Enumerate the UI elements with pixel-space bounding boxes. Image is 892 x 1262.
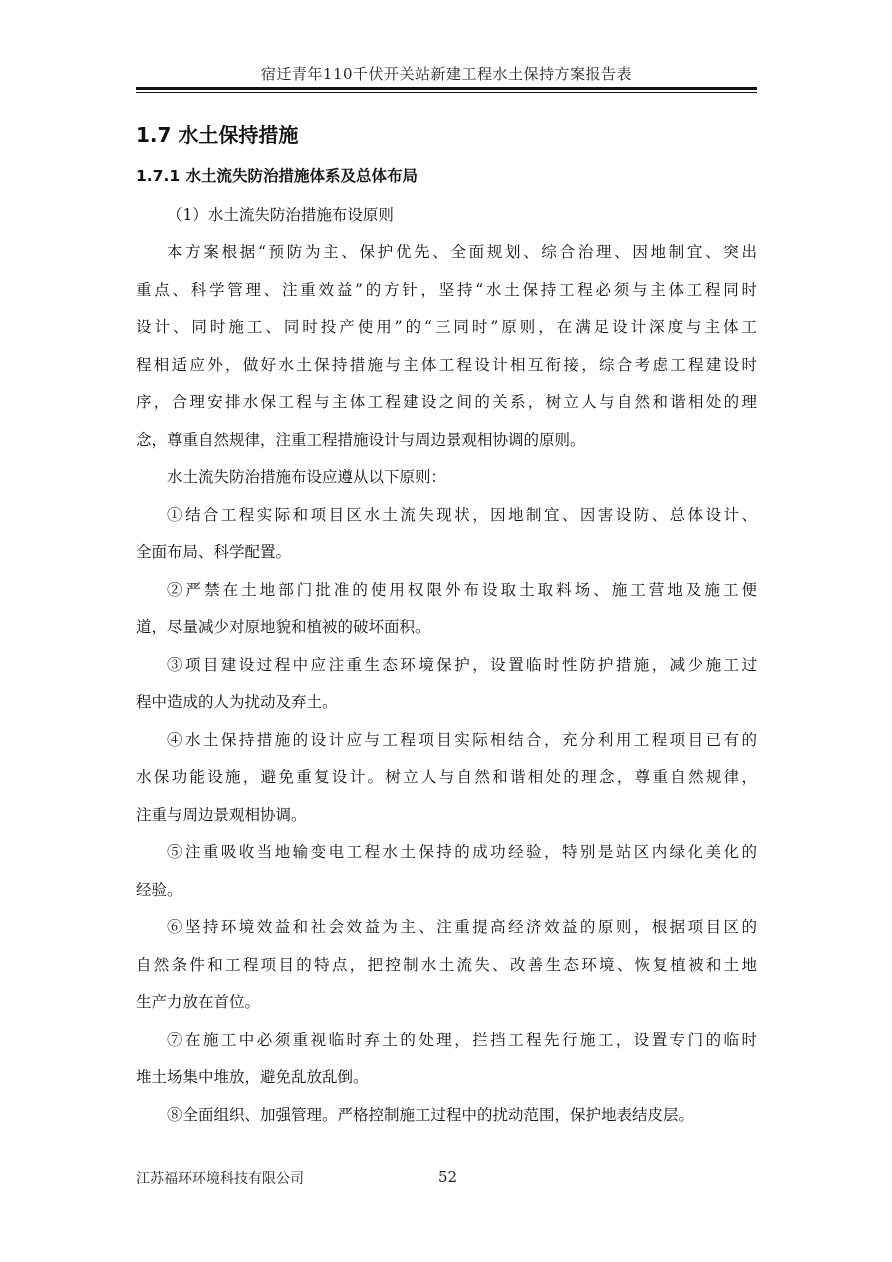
paragraph-line: 序，合理安排水保工程与主体工程建设之间的关系，树立人与自然和谐相处的理 — [136, 393, 757, 411]
paragraph-line: 堆土场集中堆放，避免乱放乱倒。 — [136, 1068, 369, 1086]
paragraph-line: ①结合工程实际和项目区水土流失现状，因地制宜、因害设防、总体设计、 — [167, 505, 757, 524]
paragraph-line: ⑦在施工中必须重视临时弃土的处理，拦挡工程先行施工，设置专门的临时 — [167, 1030, 757, 1049]
paragraph — [136, 722, 757, 835]
header-rule-thick — [136, 87, 757, 90]
paragraph — [136, 572, 757, 647]
paragraph-line: 念，尊重自然规律，注重工程措施设计与周边景观相协调的原则。 — [136, 430, 586, 449]
paragraph-line: 水土流失防治措施布设应遵从以下原则： — [167, 468, 447, 486]
paragraph-line: 程中造成的人为扰动及弃土。 — [136, 693, 338, 711]
paragraph — [136, 834, 757, 909]
paragraph-line: ②严禁在土地部门批准的使用权限外布设取土取料场、施工营地及施工便 — [167, 580, 757, 599]
paragraph-line: 生产力放在首位。 — [136, 993, 261, 1011]
paragraph-line: ⑥坚持环境效益和社会效益为主、注重提高经济效益的原则，根据项目区的 — [167, 918, 757, 936]
paragraph-line: ⑤注重吸收当地输变电工程水土保持的成功经验，特别是站区内绿化美化的 — [167, 843, 757, 861]
paragraph — [136, 1097, 757, 1135]
paragraph-line: 重点、科学管理、注重效益”的方针，坚持“水土保持工程必须与主体工程同时 — [136, 280, 757, 299]
section-heading: 1.7 水土保持措施 — [136, 123, 299, 147]
item-heading: （1）水土流失防治措施布设原则 — [167, 206, 394, 224]
header-rule-thin — [136, 92, 757, 93]
paragraph — [136, 1022, 757, 1097]
paragraph — [136, 234, 757, 459]
paragraph-line: ⑧全面组织、加强管理。严格控制施工过程中的扰动范围，保护地表结皮层。 — [167, 1105, 695, 1124]
page-content — [136, 115, 757, 1134]
paragraph — [136, 647, 757, 722]
paragraph-line: ④水土保持措施的设计应与工程项目实际相结合，充分利用工程项目已有的 — [167, 730, 757, 749]
paragraph-line: 注重与周边景观相协调。 — [136, 805, 307, 824]
page-number: 52 — [438, 1168, 458, 1186]
subsection-heading: 1.7.1 水土流失防治措施体系及总体布局 — [136, 167, 419, 185]
paragraph-line: 本方案根据“预防为主、保护优先、全面规划、综合治理、因地制宜、突出 — [167, 243, 757, 261]
paragraph-line: 全面布局、科学配置。 — [136, 543, 292, 561]
paragraph — [136, 909, 757, 1022]
paragraph-line: 程相适应外，做好水土保持措施与主体工程设计相互衔接，综合考虑工程建设时 — [136, 355, 757, 374]
paragraph-line: 水保功能设施，避免重复设计。树立人与自然和谐相处的理念，尊重自然规律， — [136, 768, 757, 786]
footer-company-name: 江苏福环环境科技有限公司 — [136, 1171, 304, 1187]
paragraph-line: ③项目建设过程中应注重生态环境保护，设置临时性防护措施，减少施工过 — [167, 655, 757, 674]
running-header-title: 宿迁青年110千伏开关站新建工程水土保持方案报告表 — [260, 65, 633, 83]
paragraph-line: 自然条件和工程项目的特点，把控制水土流失、改善生态环境、恢复植被和土地 — [136, 955, 757, 974]
paragraph — [136, 497, 757, 572]
paragraph-line: 道，尽量减少对原地貌和植被的破坏面积。 — [136, 618, 431, 636]
paragraph — [136, 459, 757, 497]
body-paragraphs — [136, 234, 757, 1134]
paragraph-line: 经验。 — [136, 880, 183, 899]
paragraph-line: 设计、同时施工、同时投产使用”的“三同时”原则，在满足设计深度与主体工 — [136, 318, 757, 336]
